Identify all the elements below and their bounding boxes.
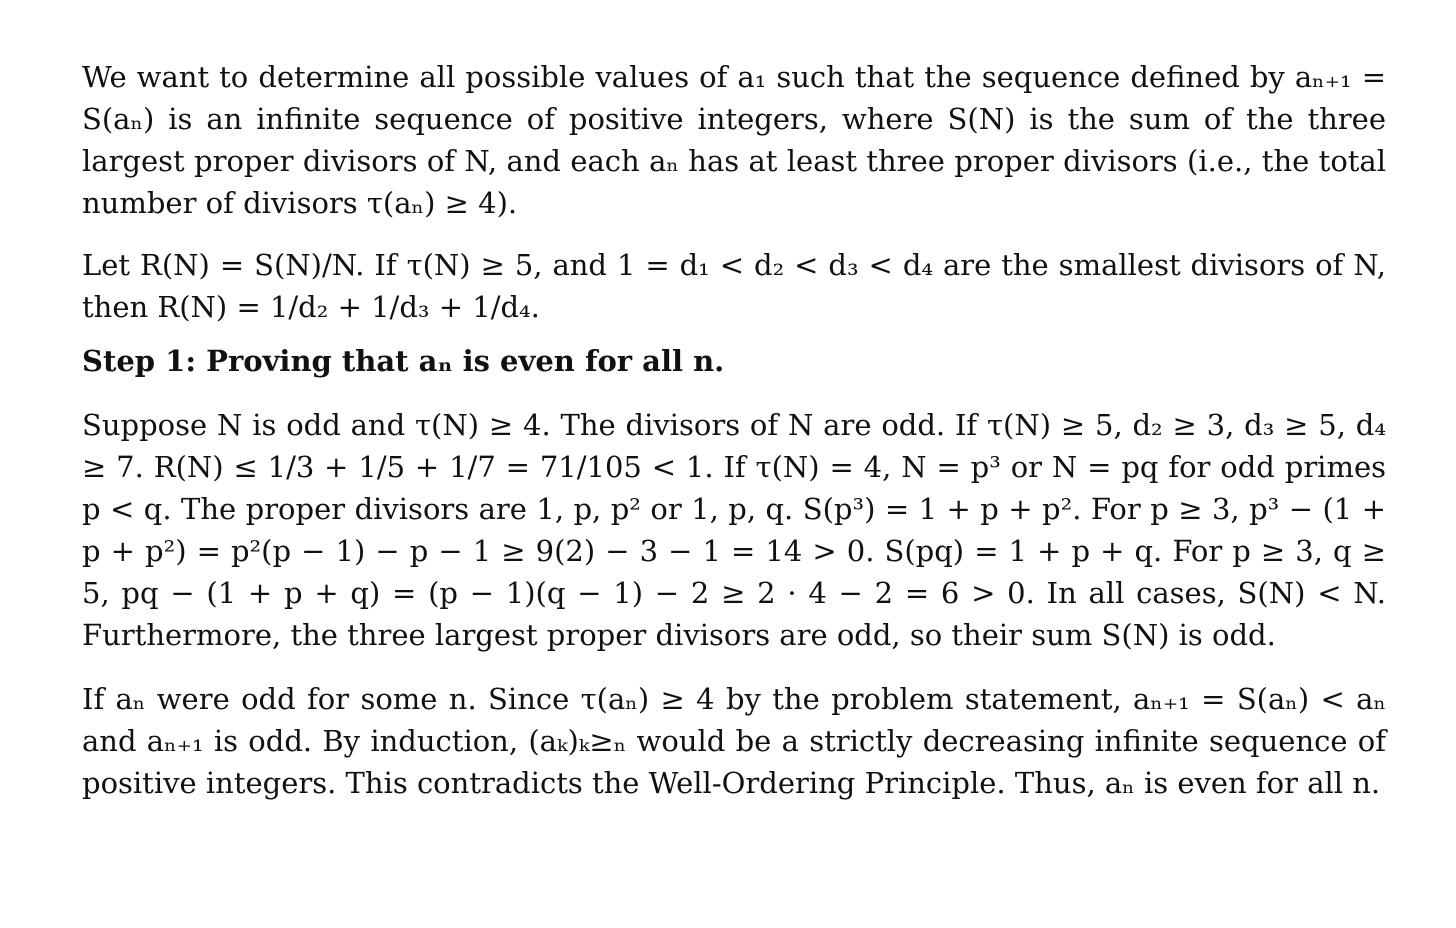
- step1-heading: Step 1: Proving that aₙ is even for all n.: [82, 344, 725, 378]
- intro-paragraph: We want to determine all possible values of a₁ such that the sequence defined by aₙ₊₁ = S(aₙ) is an infinite sequence of positive integers, where S(N) is the sum of the three largest proper divisors of N, and each aₙ has at least three proper divisors (i.e., the total number of divisors τ(aₙ) ≥ 4).: [82, 60, 1386, 220]
- induction-paragraph: If aₙ were odd for some n. Since τ(aₙ) ≥ 4 by the problem statement, aₙ₊₁ = S(aₙ) < aₙ and aₙ₊₁ is odd. By induction, (aₖ)ₖ≥ₙ would be a strictly decreasing infinite sequence of positive integers. This contradicts the Well-Ordering Principle. Thus, aₙ is even for all n.: [82, 682, 1386, 800]
- document-page: [82, 56, 1386, 804]
- ratio-definition-paragraph: Let R(N) = S(N)/N. If τ(N) ≥ 5, and 1 = d₁ < d₂ < d₃ < d₄ are the smallest divisors of N, then R(N) = 1/d₂ + 1/d₃ + 1/d₄.: [82, 248, 1386, 324]
- odd-case-paragraph: Suppose N is odd and τ(N) ≥ 4. The divisors of N are odd. If τ(N) ≥ 5, d₂ ≥ 3, d₃ ≥ 5, d₄ ≥ 7. R(N) ≤ 1/3 + 1/5 + 1/7 = 71/105 < 1. If τ(N) = 4, N = p³ or N = pq for odd primes p < q. The proper divisors are 1, p, p² or 1, p, q. S(p³) = 1 + p + p². For p ≥ 3, p³ − (1 + p + p²) = p²(p − 1) − p − 1 ≥ 9(2) − 3 − 1 = 14 > 0. S(pq) = 1 + p + q. For p ≥ 3, q ≥ 5, pq − (1 + p + q) = (p − 1)(q − 1) − 2 ≥ 2 · 4 − 2 = 6 > 0. In all cases, S(N) < N. Furthermore, the three largest proper divisors are odd, so their sum S(N) is odd.: [82, 408, 1386, 652]
